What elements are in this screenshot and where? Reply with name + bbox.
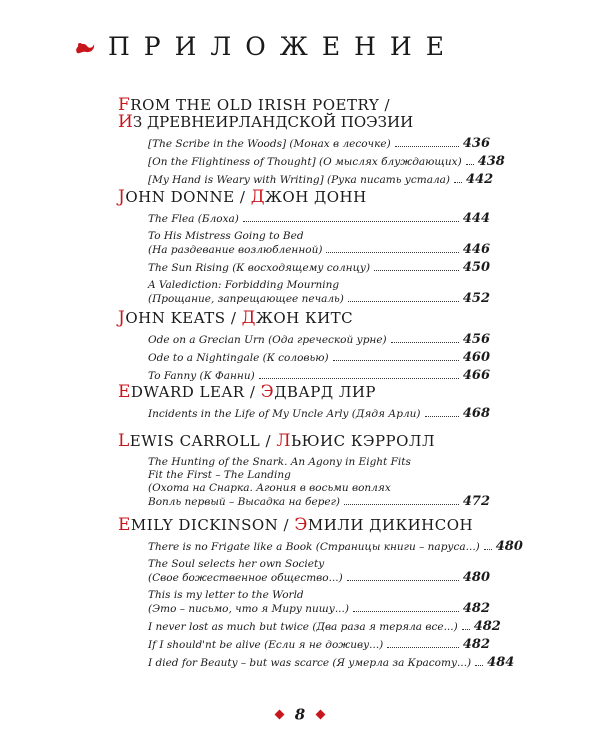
title-initial-ru: Э (294, 515, 308, 535)
entry-title: The Hunting of the Snark. An Agony in Eight Fits (148, 456, 411, 468)
entry-list (148, 136, 505, 187)
page-number: 456 (462, 332, 490, 347)
title-text: ROM THE OLD IRISH POETRY / (130, 96, 391, 114)
dot-leader (348, 301, 459, 302)
toc-entry[interactable] (148, 261, 490, 275)
section-title (118, 97, 490, 114)
title-initial: J (118, 308, 126, 328)
title-initial-ru: Л (276, 431, 292, 451)
toc-entry[interactable] (148, 456, 490, 509)
dot-leader (374, 270, 459, 271)
toc-entry[interactable] (148, 589, 490, 616)
entry-title: This is my letter to the World (148, 589, 304, 601)
toc-section-donne (118, 189, 490, 310)
dot-leader (391, 342, 459, 343)
entry-title: A Valediction: Forbidding Mourning (148, 279, 340, 291)
title-initial: F (118, 95, 131, 115)
dot-leader (347, 580, 459, 581)
toc-section-keats (118, 310, 490, 387)
title-initial-ru: Д (241, 308, 256, 328)
entry-list (148, 333, 490, 383)
toc-entry[interactable] (148, 539, 523, 554)
entry-title: Ode on a Grecian Urn (Ода греческой урне) (148, 334, 387, 346)
entry-title: To His Mistress Going to Bed (148, 230, 304, 242)
toc-entry[interactable] (148, 154, 505, 169)
title-text-ru: ЬЮИС КЭРРОЛЛ (291, 432, 435, 450)
entry-subtitle: Fit the First – The Landing (148, 469, 291, 481)
toc-entry[interactable] (148, 172, 494, 187)
section-title (118, 384, 490, 401)
title-text: EWIS CARROLL / (129, 432, 277, 450)
page-number: 442 (466, 172, 494, 187)
page-number: 482 (462, 637, 490, 652)
page-number: 466 (462, 368, 490, 383)
page-header (74, 32, 458, 61)
entry-title-ru: (Охота на Снарка. Агония в восьми воплях (148, 482, 391, 494)
toc-entry[interactable] (148, 558, 490, 585)
diamond-ornament-icon (316, 710, 326, 720)
toc-entry[interactable] (148, 369, 490, 383)
dot-leader (344, 504, 459, 505)
subtitle-text: З ДРЕВНЕИРЛАНДСКОЙ ПОЭЗИИ (132, 113, 414, 131)
section-title (118, 189, 490, 206)
section-title (118, 433, 490, 450)
entry-title-ru: (Прощание, запрещающее печаль) (148, 293, 344, 305)
title-text: OHN DONNE / (125, 188, 251, 206)
title-initial: L (118, 431, 130, 451)
title-text: DWARD LEAR / (130, 383, 261, 401)
toc-entry[interactable] (148, 137, 490, 151)
title-initial: J (118, 187, 126, 207)
toc-entry[interactable] (148, 351, 490, 365)
page-number: 460 (462, 350, 490, 365)
page-number: 446 (462, 242, 490, 257)
page-footer (0, 704, 600, 724)
section-title (118, 310, 490, 327)
title-text-ru: ДВАРД ЛИР (274, 383, 377, 401)
dot-leader (243, 221, 459, 222)
dot-leader (353, 611, 459, 612)
page-number: 480 (462, 570, 490, 585)
entry-title: [The Scribe in the Woods] (Монах в лесочке) (148, 138, 391, 150)
page-number: 468 (462, 406, 490, 421)
toc-section-carroll (118, 433, 490, 513)
entry-title-ru: (Свое божественное общество...) (148, 572, 343, 584)
title-text-ru: ЖОН ДОНН (265, 188, 367, 206)
diamond-ornament-icon (274, 710, 284, 720)
subtitle-initial: И (118, 112, 133, 132)
entry-title: Incidents in the Life of My Uncle Arly (Дядя Арли) (148, 408, 421, 420)
page-number: 484 (487, 655, 515, 670)
toc-entry[interactable] (148, 279, 490, 306)
ornament-icon (74, 38, 96, 56)
toc-entry[interactable] (148, 407, 490, 421)
page-number: 438 (477, 154, 505, 169)
dot-leader (466, 164, 474, 165)
entry-title: There is no Frigate like a Book (Страницы книги – паруса...) (148, 541, 480, 553)
dot-leader (462, 629, 470, 630)
toc-section-lear (118, 384, 490, 425)
entry-title: [On the Flightiness of Thought] (О мыслях блуждающих) (148, 156, 462, 168)
entry-list (148, 407, 490, 421)
toc-entry[interactable] (148, 230, 490, 257)
page-number: 472 (462, 494, 490, 509)
folio-number: 8 (294, 705, 306, 724)
title-text: OHN KEATS / (125, 309, 242, 327)
entry-title: I never lost as much but twice (Два раза я теряла все...) (148, 621, 458, 633)
title-initial-ru: Д (250, 187, 266, 207)
toc-section-irish (118, 95, 505, 191)
entry-title: To Fanny (К Фанни) (148, 370, 255, 382)
entry-title: Ode to a Nightingale (К соловью) (148, 352, 329, 364)
toc-entry[interactable] (148, 333, 490, 347)
title-text-ru: МИЛИ ДИКИНСОН (307, 516, 474, 534)
dot-leader (484, 549, 492, 550)
page-number: 452 (462, 291, 490, 306)
title-initial-ru: Э (260, 382, 275, 402)
toc-entry[interactable] (148, 655, 515, 670)
entry-title: The Flea (Блоха) (148, 213, 239, 225)
page-number: 450 (462, 260, 490, 275)
section-subtitle (118, 114, 490, 131)
title-initial: E (118, 515, 131, 535)
toc-section-dickinson (118, 515, 523, 674)
dot-leader (387, 647, 459, 648)
dot-leader (259, 378, 459, 379)
dot-leader (425, 416, 459, 417)
entry-subtitle-ru: Вопль первый – Высадка на берег) (148, 496, 340, 508)
dot-leader (475, 665, 483, 666)
page-number: 436 (462, 136, 490, 151)
entry-list (148, 212, 490, 306)
page-number: 444 (462, 211, 490, 226)
toc-entry[interactable] (148, 619, 501, 634)
entry-title: The Sun Rising (К восходящему солнцу) (148, 262, 371, 274)
page-number: 482 (462, 601, 490, 616)
entry-title: The Soul selects her own Society (148, 558, 325, 570)
entry-title-ru: (На раздевание возлюбленной) (148, 244, 323, 256)
title-initial: E (118, 382, 131, 402)
dot-leader (454, 182, 462, 183)
title-text-ru: ЖОН КИТС (255, 309, 354, 327)
entry-title: [My Hand is Weary with Writing] (Рука писать устала) (148, 174, 451, 186)
toc-entry[interactable] (148, 638, 490, 652)
title-text: MILY DICKINSON / (130, 516, 295, 534)
page-title: ПРИЛОЖЕНИЕ (108, 32, 458, 61)
page-number: 482 (473, 619, 501, 634)
entry-list (148, 456, 490, 509)
section-title (118, 517, 490, 534)
dot-leader (395, 146, 459, 147)
dot-leader (326, 252, 458, 253)
entry-title: I died for Beauty – but was scarce (Я умерла за Красоту...) (148, 657, 472, 669)
entry-title: If I should'nt be alive (Если я не доживу...) (148, 639, 384, 651)
toc-entry[interactable] (148, 212, 490, 226)
entry-list (148, 539, 523, 670)
entry-title-ru: (Это – письмо, что я Миру пишу...) (148, 603, 349, 615)
page-number: 480 (495, 539, 523, 554)
dot-leader (333, 360, 459, 361)
